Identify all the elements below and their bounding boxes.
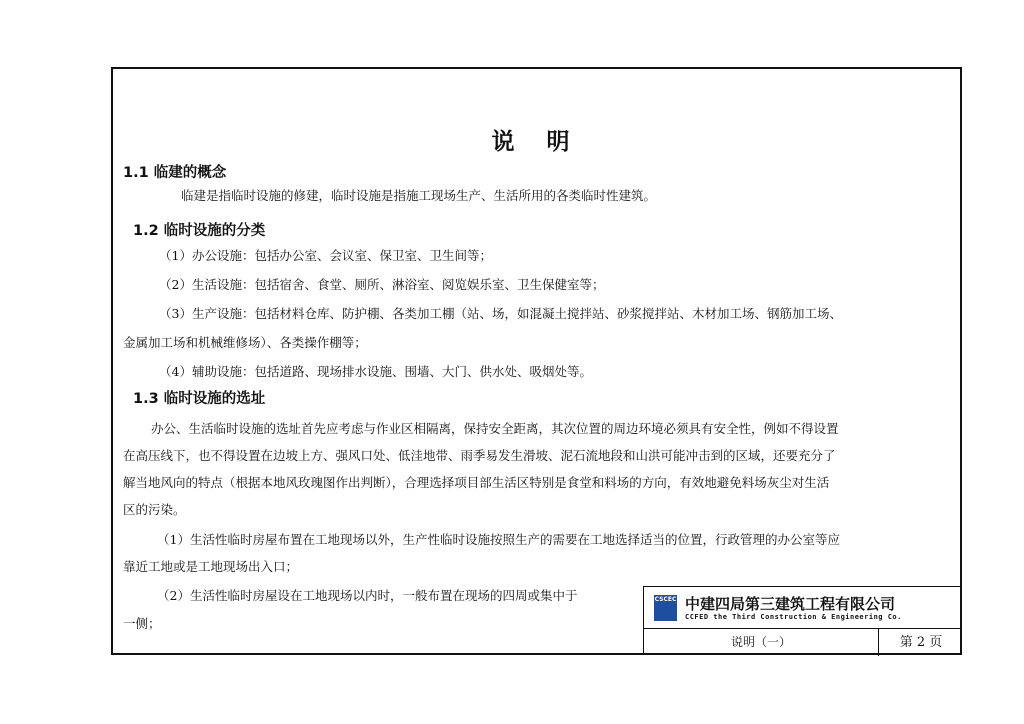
company-name: 中建四局第三建筑工程有限公司 [685, 595, 896, 613]
paragraph-line: 金属加工场和机械维修场）、各类操作棚等； [123, 335, 367, 350]
paragraph-line: （2）生活设施：包括宿舍、食堂、厕所、淋浴室、阅览娱乐室、卫生保健室等； [159, 277, 605, 292]
company-name-en: CCFED the Third Construction & Engineering Co. [685, 613, 902, 621]
paragraph-line: （2）生活性临时房屋设在工地现场以内时，一般布置在现场的四周或集中于 [157, 588, 578, 603]
company-row [644, 587, 962, 629]
paragraph-line: （1）生活性临时房屋布置在工地现场以外，生产性临时设施按照生产的需要在工地选择适当的位置，行政管理的办公室等应 [157, 532, 840, 547]
paragraph-line: 办公、生活临时设施的选址首先应考虑与作业区相隔离，保持安全距离，其次位置的周边环境必须具有安全性，例如不得设置 [151, 421, 839, 436]
section-heading-1-3: 1.3 临时设施的选址 [133, 391, 266, 407]
paragraph-line: 靠近工地或是工地现场出入口； [123, 559, 299, 574]
drawing-name: 说明（一） [644, 629, 879, 656]
paragraph-line: 区的污染。 [123, 502, 186, 517]
page-title: 说 明 [491, 129, 582, 155]
page-number: 第 2 页 [899, 635, 943, 650]
paragraph-line: 解当地风向的特点（根据本地风玫瑰图作出判断），合理选择项目部生活区特别是食堂和料场的方向，有效地避免料场灰尘对生活 [123, 475, 830, 490]
document-frame [111, 67, 962, 655]
section-heading-1-2: 1.2 临时设施的分类 [133, 223, 266, 239]
paragraph-line: （1）办公设施：包括办公室、会议室、保卫室、卫生间等； [159, 248, 492, 263]
section-heading-1-1: 1.1 临建的概念 [123, 165, 227, 181]
paragraph-line: （4）辅助设施：包括道路、现场排水设施、围墙、大门、供水处、吸烟处等。 [159, 364, 592, 379]
paragraph-line: （3）生产设施：包括材料仓库、防护棚、各类加工棚（站、场，如混凝土搅拌站、砂浆搅拌站、木材加工场、钢筋加工场、 [159, 306, 842, 321]
title-block [643, 586, 962, 655]
company-logo: CSCEC [654, 595, 677, 621]
paragraph-line: 在高压线下，也不得设置在边坡上方、强风口处、低洼地带、雨季易发生滑坡、泥石流地段和山洪可能冲击到的区域，还要充分了 [123, 448, 836, 463]
paragraph-line: 一侧； [123, 616, 161, 631]
paragraph-line: 临建是指临时设施的修建，临时设施是指施工现场生产、生活所用的各类临时性建筑。 [181, 188, 657, 203]
